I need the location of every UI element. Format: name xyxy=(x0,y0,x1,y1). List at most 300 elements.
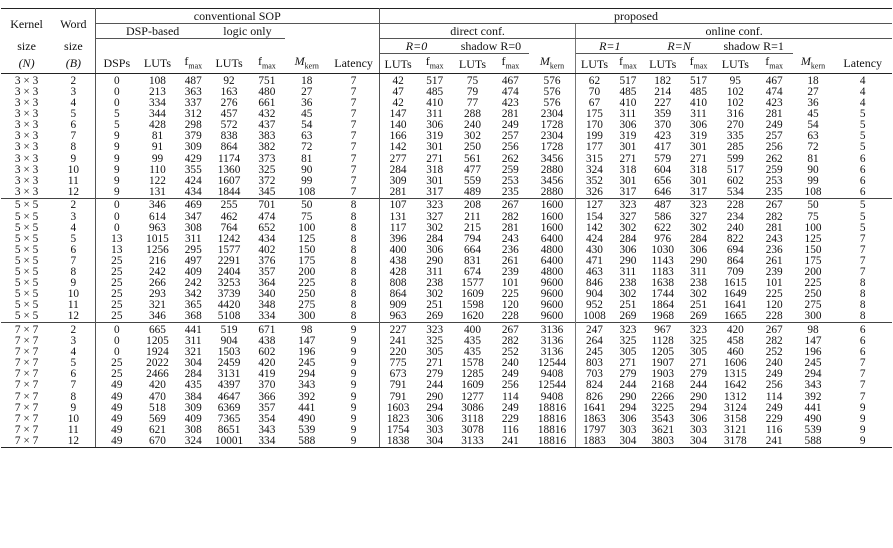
table-row xyxy=(1,369,892,380)
table-cell: 294 xyxy=(298,369,316,381)
table-cell: 311 xyxy=(185,336,202,348)
table-cell: 0 xyxy=(113,347,120,359)
table-cell: 301 xyxy=(619,142,637,154)
table-row xyxy=(1,347,892,358)
table-cell: 250 xyxy=(804,289,822,301)
table-cell: 302 xyxy=(619,222,637,234)
table-cell: 305 xyxy=(690,347,707,359)
table-cell: 3118 xyxy=(461,413,484,425)
table-cell: 0 xyxy=(95,198,138,211)
table-cell: 142 xyxy=(389,142,407,154)
table-cell: 267 xyxy=(492,198,529,211)
table-cell: 271 xyxy=(690,358,707,370)
table-cell: 271 xyxy=(690,153,707,165)
table-cell: 1577 xyxy=(217,244,241,256)
table-cell: 127 xyxy=(576,198,613,211)
table-cell: 1315 xyxy=(724,369,747,381)
table-cell: 9 xyxy=(328,392,379,403)
table-cell: 290 xyxy=(619,391,637,403)
table-cell: 27 xyxy=(301,86,313,98)
table-cell: 9 xyxy=(859,424,866,436)
table-cell: 247 xyxy=(576,323,613,336)
table-cell: 808 xyxy=(389,278,407,290)
table-cell: 370 xyxy=(258,380,276,392)
word-size-cell: 5 xyxy=(52,109,95,120)
table-cell: 1606 xyxy=(724,358,747,370)
table-cell: 100 xyxy=(804,222,822,234)
table-cell: 8 xyxy=(859,300,866,312)
table-cell: 319 xyxy=(426,131,444,143)
table-cell: 75 xyxy=(466,74,479,87)
table-row xyxy=(1,176,892,187)
word-size-header-2: size xyxy=(52,39,95,54)
table-cell: 166 xyxy=(389,131,407,143)
table-cell: 256 xyxy=(501,380,519,392)
table-cell: 25 xyxy=(111,369,123,381)
table-cell: 7 xyxy=(859,391,866,403)
table-cell: 294 xyxy=(690,402,707,414)
table-cell: 8 xyxy=(328,256,379,267)
table-cell: 670 xyxy=(138,436,177,448)
table-cell: 5 xyxy=(833,198,892,211)
table-cell: 91 xyxy=(151,142,164,154)
table-cell: 196 xyxy=(298,347,316,359)
table-cell: 2466 xyxy=(146,369,169,381)
table-cell: 225 xyxy=(298,278,316,290)
table-cell: 271 xyxy=(619,153,637,165)
word-size-header: Word xyxy=(52,9,95,39)
table-cell: 227 xyxy=(654,98,672,110)
table-cell: 420 xyxy=(715,323,756,336)
kernel-size-cell: 5 × 5 xyxy=(14,300,39,312)
table-cell: 36 xyxy=(301,98,313,110)
table-cell: 101 xyxy=(765,278,783,290)
table-cell: 6400 xyxy=(529,234,576,245)
table-cell: 1620 xyxy=(461,311,484,323)
word-size-cell: 9 xyxy=(52,278,95,289)
kernel-size-cell: 7 × 7 xyxy=(14,391,39,403)
table-cell: 245 xyxy=(585,347,603,359)
table-cell: 368 xyxy=(184,311,202,323)
table-cell: 5 xyxy=(859,222,866,234)
table-cell: 751 xyxy=(258,74,276,87)
table-cell: 311 xyxy=(426,109,443,121)
table-cell: 306 xyxy=(426,244,444,256)
table-cell: 517 xyxy=(426,74,444,87)
table-cell: 6 xyxy=(859,336,866,348)
table-cell: 240 xyxy=(501,358,519,370)
table-row xyxy=(1,234,892,245)
table-cell: 0 xyxy=(95,323,138,336)
table-cell: 2880 xyxy=(529,187,576,199)
table-cell: 302 xyxy=(619,289,637,301)
table-cell: 7 xyxy=(328,131,379,142)
table-cell: 1883 xyxy=(576,436,613,448)
table-cell: 561 xyxy=(464,153,481,165)
table-cell: 175 xyxy=(585,109,603,121)
table-cell: 661 xyxy=(258,98,276,110)
table-cell: 306 xyxy=(619,413,637,425)
col-header-fmax: $f_{max}$ xyxy=(177,54,210,74)
table-cell: 976 xyxy=(654,233,672,245)
table-cell: 4420 xyxy=(217,300,241,312)
col-header-fmax: $f_{max}$ xyxy=(682,54,715,74)
table-cell: 6 xyxy=(833,323,892,336)
table-cell: 1728 xyxy=(529,142,576,153)
table-cell: 306 xyxy=(690,413,707,425)
table-cell: 10001 xyxy=(210,436,249,448)
table-cell: 559 xyxy=(464,175,481,187)
dsp-based-header: DSP-based xyxy=(95,24,210,39)
table-cell: 409 xyxy=(184,413,202,425)
table-cell: 271 xyxy=(619,358,637,370)
table-cell: 1600 xyxy=(529,198,576,211)
table-cell: 3803 xyxy=(643,436,682,448)
table-cell: 3133 xyxy=(453,436,492,448)
table-cell: 5108 xyxy=(217,311,241,323)
table-cell: 3253 xyxy=(217,278,241,290)
table-cell: 282 xyxy=(765,211,783,223)
kernel-size-cell: 5 × 5 xyxy=(14,233,39,245)
table-cell: 673 xyxy=(389,369,407,381)
table-cell: 77 xyxy=(466,98,479,110)
table-cell: 147 xyxy=(389,109,407,121)
table-cell: 54 xyxy=(807,120,819,132)
kernel-size-cell: 7 × 7 xyxy=(14,347,39,359)
table-cell: 214 xyxy=(654,86,672,98)
table-cell: 517 xyxy=(619,74,637,87)
kernel-size-cell: 7 × 7 xyxy=(14,369,39,381)
table-cell: 311 xyxy=(426,266,443,278)
table-cell: 1312 xyxy=(724,391,747,403)
table-cell: 6 xyxy=(859,175,866,187)
table-cell: 140 xyxy=(389,120,407,132)
table-cell: 8 xyxy=(328,234,379,245)
table-cell: 238 xyxy=(426,278,444,290)
table-cell: 588 xyxy=(793,436,834,448)
table-cell: 694 xyxy=(726,244,744,256)
table-cell: 142 xyxy=(585,222,603,234)
table-cell: 2291 xyxy=(217,255,241,267)
word-size-cell: 4 xyxy=(52,98,95,109)
table-cell: 290 xyxy=(619,255,637,267)
table-cell: 469 xyxy=(177,198,210,211)
table-cell: 92 xyxy=(223,74,235,87)
table-cell: 463 xyxy=(585,266,603,278)
table-cell: 215 xyxy=(464,222,481,234)
logic-only-header: logic only xyxy=(210,24,286,39)
table-cell: 305 xyxy=(426,347,444,359)
table-cell: 1823 xyxy=(386,413,410,425)
table-cell: 267 xyxy=(756,198,793,211)
table-cell: 357 xyxy=(258,266,276,278)
table-cell: 791 xyxy=(389,391,407,403)
table-cell: 1838 xyxy=(379,436,416,448)
table-cell: 36 xyxy=(807,98,819,110)
table-cell: 325 xyxy=(426,336,444,348)
word-size-cell: 4 xyxy=(52,223,95,234)
table-cell: 1128 xyxy=(651,336,674,348)
table-cell: 1642 xyxy=(724,380,747,392)
table-row xyxy=(1,358,892,369)
table-row xyxy=(1,165,892,176)
word-size-cell: 7 xyxy=(52,380,95,391)
table-cell: 1600 xyxy=(529,223,576,234)
table-cell: 228 xyxy=(765,311,783,323)
table-cell: 323 xyxy=(613,323,644,336)
table-cell: 75 xyxy=(807,211,819,223)
table-cell: 244 xyxy=(426,380,444,392)
table-cell: 9 xyxy=(328,425,379,436)
table-cell: 131 xyxy=(389,211,407,223)
table-cell: 239 xyxy=(501,266,519,278)
table-cell: 311 xyxy=(619,266,637,278)
table-cell: 279 xyxy=(619,369,637,381)
table-cell: 346 xyxy=(138,198,177,211)
table-cell: 1903 xyxy=(651,369,674,381)
table-cell: 9 xyxy=(113,153,120,165)
table-row xyxy=(1,380,892,391)
table-row xyxy=(1,267,892,278)
table-cell: 1285 xyxy=(461,369,484,381)
table-row xyxy=(1,198,892,211)
table-cell: 259 xyxy=(501,164,519,176)
table-cell: 290 xyxy=(690,255,707,267)
table-cell: 5 xyxy=(859,120,866,132)
table-cell: 301 xyxy=(690,175,707,187)
table-cell: 392 xyxy=(804,391,822,403)
table-cell: 794 xyxy=(464,233,481,245)
table-cell: 1578 xyxy=(461,358,484,370)
table-cell: 7 xyxy=(328,120,379,131)
table-cell: 9 xyxy=(328,403,379,414)
table-cell: 311 xyxy=(619,109,637,121)
table-cell: 18816 xyxy=(529,414,576,425)
table-cell: 257 xyxy=(501,131,519,143)
table-cell: 90 xyxy=(301,164,313,176)
kernel-size-header-2: size xyxy=(17,39,36,53)
table-cell: 81 xyxy=(301,153,313,165)
table-cell: 2022 xyxy=(146,358,169,370)
table-cell: 271 xyxy=(426,153,444,165)
table-cell: 98 xyxy=(793,323,834,336)
table-cell: 864 xyxy=(726,255,744,267)
table-cell: 497 xyxy=(184,255,202,267)
table-cell: 279 xyxy=(426,369,444,381)
table-cell: 7 xyxy=(328,87,379,98)
table-cell: 359 xyxy=(654,109,672,121)
table-cell: 196 xyxy=(804,347,822,359)
table-cell: 602 xyxy=(726,175,744,187)
table-cell: 539 xyxy=(804,424,822,436)
col-header-luts: LUTs xyxy=(210,54,249,74)
table-cell: 480 xyxy=(258,86,276,98)
col-header-latency: Latency xyxy=(833,54,892,74)
table-cell: 147 xyxy=(804,336,822,348)
table-cell: 3136 xyxy=(529,336,576,347)
table-cell: 276 xyxy=(220,98,238,110)
table-cell: 9 xyxy=(833,436,892,448)
shadow-r0-header: shadow R=0 xyxy=(453,39,529,54)
table-cell: 576 xyxy=(529,87,576,98)
kernel-size-cell: 3 × 3 xyxy=(14,131,39,143)
table-cell: 114 xyxy=(765,391,783,403)
table-cell: 5 xyxy=(859,131,866,143)
table-cell: 235 xyxy=(501,186,519,198)
table-cell: 9 xyxy=(859,413,866,425)
kernel-size-cell: 5 × 5 xyxy=(14,266,39,278)
table-cell: 846 xyxy=(585,278,603,290)
table-cell: 4800 xyxy=(529,245,576,256)
table-cell: 656 xyxy=(654,175,672,187)
table-cell: 701 xyxy=(248,198,285,211)
table-cell: 245 xyxy=(804,358,822,370)
table-cell: 7 xyxy=(859,358,866,370)
table-cell: 435 xyxy=(464,336,481,348)
table-cell: 122 xyxy=(149,175,166,187)
table-cell: 305 xyxy=(619,347,637,359)
table-cell: 3621 xyxy=(651,424,674,436)
table-cell: 410 xyxy=(619,98,637,110)
table-cell: 315 xyxy=(585,153,603,165)
table-row xyxy=(1,109,892,120)
word-size-cell: 11 xyxy=(52,425,95,436)
table-cell: 1968 xyxy=(651,311,674,323)
table-cell: 249 xyxy=(765,369,783,381)
table-cell: 95 xyxy=(729,74,741,87)
col-header-mkern: $M_{kern}$ xyxy=(529,54,576,74)
table-cell: 251 xyxy=(690,300,707,312)
table-cell: 6 xyxy=(859,153,866,165)
table-cell: 9 xyxy=(328,369,379,380)
table-cell: 1277 xyxy=(461,391,484,403)
table-cell: 18816 xyxy=(529,403,576,414)
table-cell: 235 xyxy=(765,186,783,198)
table-cell: 410 xyxy=(426,98,444,110)
table-cell: 170 xyxy=(585,120,603,132)
table-cell: 967 xyxy=(643,323,682,336)
word-size-cell: 9 xyxy=(52,154,95,165)
table-cell: 2168 xyxy=(651,380,674,392)
table-cell: 8 xyxy=(328,212,379,223)
results-table xyxy=(1,8,892,448)
kernel-size-cell: 7 × 7 xyxy=(14,380,39,392)
table-cell: 352 xyxy=(585,175,603,187)
kernel-size-cell: 5 × 5 xyxy=(14,211,39,223)
table-cell: 1598 xyxy=(461,300,484,312)
table-cell: 12544 xyxy=(529,358,576,369)
table-cell: 2304 xyxy=(529,109,576,120)
table-cell: 9 xyxy=(113,186,120,198)
table-cell: 323 xyxy=(682,323,715,336)
table-cell: 519 xyxy=(210,323,249,336)
word-size-cell: 10 xyxy=(52,414,95,425)
table-cell: 256 xyxy=(765,142,783,154)
table-cell: 250 xyxy=(464,142,481,154)
table-cell: 424 xyxy=(585,233,603,245)
table-cell: 281 xyxy=(501,109,519,121)
table-cell: 1609 xyxy=(461,380,484,392)
table-cell: 343 xyxy=(298,380,316,392)
table-cell: 49 xyxy=(111,391,123,403)
table-cell: 281 xyxy=(389,186,407,198)
table-cell: 200 xyxy=(298,266,316,278)
table-cell: 1924 xyxy=(146,347,169,359)
table-cell: 9600 xyxy=(529,311,576,323)
col-header-mkern: $M_{kern}$ xyxy=(285,54,328,74)
table-cell: 0 xyxy=(113,86,120,98)
col-header-mkern: $M_{kern}$ xyxy=(793,54,834,74)
table-cell: 1607 xyxy=(217,175,241,187)
table-cell: 229 xyxy=(765,413,783,425)
table-cell: 7 xyxy=(328,142,379,153)
table-cell: 437 xyxy=(258,120,276,132)
table-cell: 1744 xyxy=(651,289,674,301)
table-cell: 9 xyxy=(859,402,866,414)
table-cell: 242 xyxy=(184,278,202,290)
table-cell: 175 xyxy=(804,255,822,267)
table-cell: 5 xyxy=(859,142,866,154)
table-cell: 225 xyxy=(804,278,822,290)
table-row xyxy=(1,154,892,165)
table-cell: 318 xyxy=(426,164,444,176)
table-cell: 294 xyxy=(804,369,822,381)
col-header-luts: LUTs xyxy=(453,54,492,74)
table-cell: 220 xyxy=(389,347,407,359)
table-cell: 8 xyxy=(328,267,379,278)
table-cell: 337 xyxy=(184,98,202,110)
table-cell: 282 xyxy=(501,211,519,223)
table-cell: 703 xyxy=(585,369,603,381)
results-table-container xyxy=(1,8,892,448)
table-cell: 6 xyxy=(859,164,866,176)
table-cell: 9408 xyxy=(529,369,576,380)
table-cell: 311 xyxy=(690,266,707,278)
table-cell: 457 xyxy=(220,109,238,121)
table-cell: 2404 xyxy=(217,266,241,278)
table-cell: 383 xyxy=(258,131,276,143)
table-cell: 400 xyxy=(389,244,407,256)
kernel-size-cell: 7 × 7 xyxy=(14,413,39,425)
table-cell: 423 xyxy=(765,98,783,110)
table-row xyxy=(1,245,892,256)
table-cell: 259 xyxy=(765,164,783,176)
table-cell: 539 xyxy=(298,424,316,436)
col-header-fmax: $f_{max}$ xyxy=(248,54,285,74)
table-cell: 216 xyxy=(149,255,166,267)
col-header-dsps: DSPs xyxy=(95,54,138,74)
table-cell: 49 xyxy=(111,402,123,414)
table-cell: 269 xyxy=(619,311,637,323)
table-cell: 0 xyxy=(113,98,120,110)
proposed-header: proposed xyxy=(379,9,892,24)
table-cell: 599 xyxy=(726,153,744,165)
table-cell: 241 xyxy=(389,336,407,348)
table-cell: 211 xyxy=(464,211,481,223)
table-cell: 81 xyxy=(807,153,819,165)
table-cell: 325 xyxy=(619,336,637,348)
table-cell: 9600 xyxy=(529,289,576,300)
table-cell: 1256 xyxy=(146,244,169,256)
table-cell: 182 xyxy=(654,74,672,87)
table-cell: 831 xyxy=(464,255,481,267)
table-cell: 373 xyxy=(258,153,276,165)
table-cell: 3136 xyxy=(529,323,576,336)
table-cell: 302 xyxy=(426,222,444,234)
kernel-size-cell: 3 × 3 xyxy=(14,109,39,121)
table-cell: 290 xyxy=(426,255,444,267)
table-cell: 822 xyxy=(726,233,744,245)
